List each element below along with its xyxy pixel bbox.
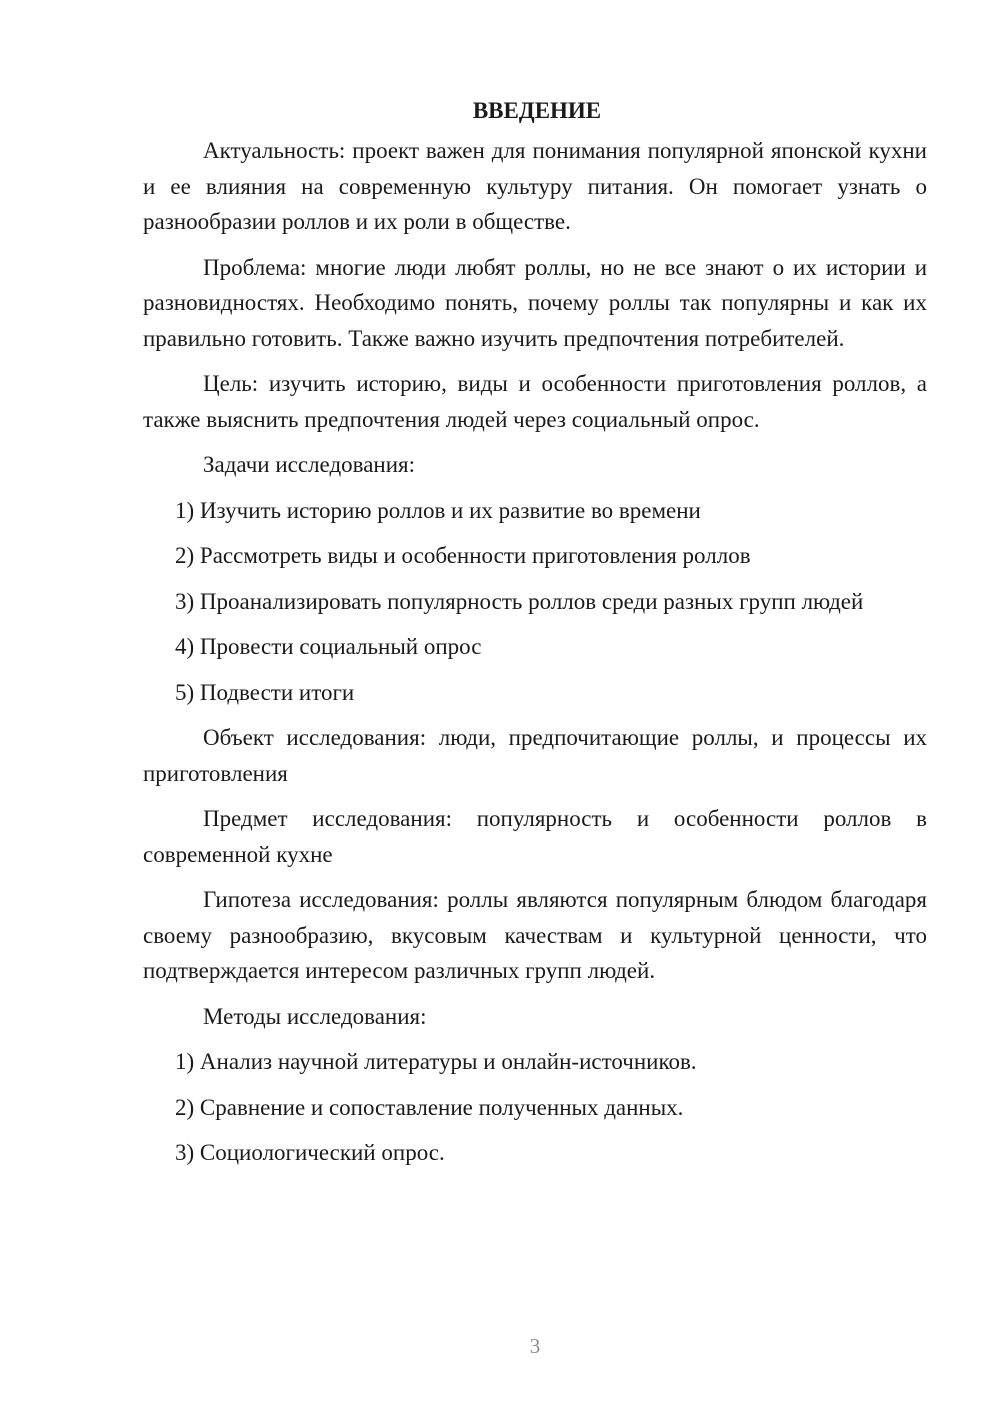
problem-paragraph: Проблема: многие люди любят роллы, но не все знают о их истории и разновидностях. Необходимо понять, почему роллы так популярны и как их правильно готовить. Также важно изучить предпочтения потребителей. (143, 254, 927, 351)
method-item-3: 3) Социологический опрос. (175, 1140, 445, 1165)
object-paragraph: Объект исследования: люди, предпочитающие роллы, и процессы их приготовления (143, 725, 927, 786)
task-item-2: 2) Рассмотреть виды и особенности приготовления роллов (175, 543, 751, 568)
task-item-3: 3) Проанализировать популярность роллов среди разных групп людей (175, 588, 864, 614)
methods-heading: Методы исследования: (203, 1003, 427, 1029)
relevance-paragraph: Актуальность: проект важен для понимания популярной японской кухни и ее влияния на современную культуру питания. Он помогает узнать о разнообразии роллов и их роли в обществе. (143, 138, 927, 234)
method-item-1: 1) Анализ научной литературы и онлайн-источников. (175, 1049, 697, 1074)
section-title: ВВЕДЕНИЕ (472, 98, 602, 123)
goal-paragraph: Цель: изучить историю, виды и особенности приготовления роллов, а также выяснить предпочтения людей через социальный опрос. (143, 371, 927, 432)
page-content (143, 96, 927, 1181)
subject-paragraph: Предмет исследования: популярность и особенности роллов в современной кухне (143, 806, 927, 867)
task-item-4: 4) Провести социальный опрос (175, 634, 482, 659)
method-item-2: 2) Сравнение и сопоставление полученных данных. (175, 1094, 684, 1120)
tasks-heading: Задачи исследования: (203, 452, 416, 477)
page-number: 3 (529, 1334, 541, 1358)
hypothesis-paragraph: Гипотеза исследования: роллы являются популярным блюдом благодаря своему разнообразию, вкусовым качествам и культурной ценности, что подтверждается интересом различных групп людей. (143, 887, 927, 983)
task-item-5: 5) Подвести итоги (175, 679, 355, 705)
task-item-1: 1) Изучить историю роллов и их развитие во времени (175, 497, 701, 523)
